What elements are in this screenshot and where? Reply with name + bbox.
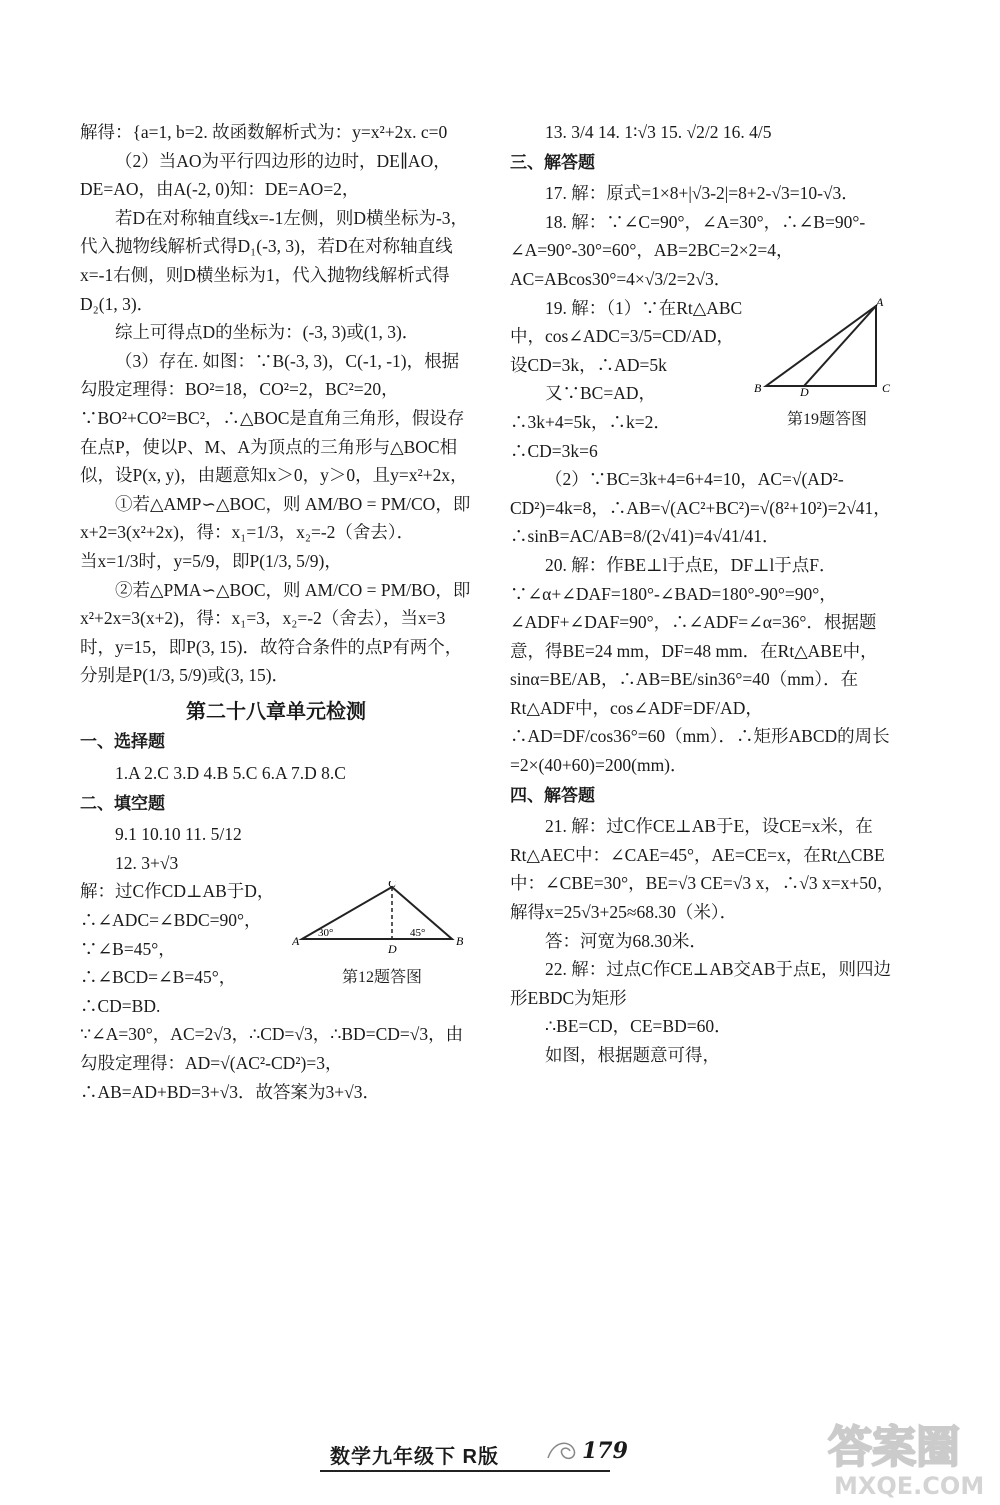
text-solve-system: 解得：{a=1, b=2. 故函数解析式为：y=x²+2x. c=0 bbox=[80, 122, 448, 142]
figure-19 bbox=[752, 298, 902, 435]
fig12-label-a: A bbox=[292, 934, 300, 949]
figure-19-caption: 第19题答图 bbox=[786, 411, 867, 429]
figure-12-diagram bbox=[292, 881, 472, 953]
q13-16-answers: 13. 3/4 14. 1∶√3 15. √2/2 16. 4/5 bbox=[545, 122, 772, 142]
text-part3: （3）存在. 如图：∵B(-3, 3)，C(-1, -1)，根据勾股定理得：BO²=18，CO²=2，BC²=20，∵BO²+CO²=BC²，∴△BOC是直角三角形，假设存在点P，使以P、M、A为顶点的三角形与△BOC相似，设P(x, y)，由题意知x＞0，y＞0，且y=x²+2x， bbox=[80, 350, 468, 486]
choice-answers: 1.A 2.C 3.D 4.B 5.C 6.A 7.D 8.C bbox=[115, 763, 346, 784]
page-footer bbox=[330, 1432, 650, 1472]
q20-solution: 20. 解：作BE⊥l于点E，DF⊥l于点F．∵∠α+∠DAF=180°-∠BAD=180°-90°=90°，∠ADF+∠DAF=90°，∴∠ADF=∠α=36°．根据题意，得BE=24 mm，DF=48 mm．在Rt△ABE中，sinα=BE/AB，∴AB=BE/sin36°=40（mm）．在Rt△ADF中，cos∠ADF=DF/AD，∴AD=DF/cos36°=60（mm）．∴矩形ABCD的周长=2×(40+60)=200(mm)． bbox=[510, 554, 890, 776]
q17-solution: 17. 解：原式=1×8+|√3-2|=8+2-√3=10-√3． bbox=[545, 183, 859, 204]
fig12-label-b: B bbox=[456, 934, 464, 949]
q19-part1: 19. 解：（1）∵在Rt△ABC中，cos∠ADC=3/5=CD/AD，设CD=3k，∴AD=5k bbox=[510, 297, 743, 375]
q22-step: ∴BE=CD，CE=BD=60． bbox=[545, 1016, 732, 1037]
fig12-label-c: C bbox=[388, 881, 397, 891]
fig19-label-a: A bbox=[876, 297, 884, 309]
text-part2-cases: 若D在对称轴直线x=-1左侧，则D横坐标为-3，代入抛物线解析式得D₁(-3, 3)，若D在对称轴直线x=-1右侧，则D横坐标为1，代入抛物线解析式得D₂(1, 3)． bbox=[80, 207, 469, 314]
q22-solution: 22. 解：过点C作CE⊥AB交AB于点E，则四边形EBDC为矩形 bbox=[510, 959, 892, 1008]
chapter-title: 第二十八章单元检测 bbox=[186, 700, 366, 723]
text-part2-summary: 综上可得点D的坐标为：(-3, 3)或(1, 3)． bbox=[115, 322, 420, 343]
q18-solution: 18. 解：∵∠C=90°，∠A=30°，∴∠B=90°-∠A=90°-30°=60°，AB=2BC=2×2=4，AC=ABcos30°=4×√3/2=2√3． bbox=[510, 211, 866, 289]
footer-book-title: 数学九年级下 R版 bbox=[330, 1446, 499, 1468]
fig19-label-d: D bbox=[800, 384, 809, 396]
q12-answer: 12. 3+√3 bbox=[115, 852, 179, 873]
section-solve-4: 四、解答题 bbox=[510, 785, 595, 805]
section-choice: 一、选择题 bbox=[80, 732, 165, 752]
fill-answers: 9.1 10.10 11. 5/12 bbox=[115, 824, 242, 845]
q19-part1b: 又∵BC=AD，∴3k+4=5k，∴k=2．∴CD=3k=6 bbox=[510, 383, 671, 461]
figure-19-diagram bbox=[752, 298, 902, 396]
watermark-logo bbox=[820, 1410, 990, 1500]
section-fill: 二、填空题 bbox=[80, 793, 165, 813]
fig12-label-d: D bbox=[388, 942, 397, 954]
text-case1: ①若△AMP∽△BOC，则 AM/BO = PM/CO，即 bbox=[115, 493, 471, 514]
text-part2: （2）当AO为平行四边形的边时，DE∥AO，DE=AO，由A(-2, 0)知：DE=AO=2， bbox=[80, 150, 451, 200]
figure-12 bbox=[292, 881, 472, 992]
figure-12-caption: 第12题答图 bbox=[341, 969, 422, 987]
fig12-angle-a: 30° bbox=[318, 927, 334, 940]
q22-step2: 如图，根据题意可得， bbox=[545, 1045, 720, 1065]
fig12-angle-b: 45° bbox=[410, 927, 426, 940]
q21-answer: 答：河宽为68.30米． bbox=[545, 930, 707, 951]
text-case2-eq: x²+2x=3(x+2)，得：x₁=3，x₂=-2（舍去），当x=3时，y=15，即P(3, 15)．故符合条件的点P有两个，分别是P(1/3, 5/9)或(3, 15)． bbox=[80, 608, 463, 686]
text-case1-point: 当x=1/3时，y=5/9，即P(1/3, 5/9)， bbox=[80, 550, 342, 571]
swirl-ornament-icon bbox=[544, 1436, 584, 1466]
q12-solution: 解：过C作CD⊥AB于D，∴∠ADC=∠BDC=90°，∵∠B=45°，∴∠BCD=∠B=45°，∴CD=BD. bbox=[80, 881, 275, 1016]
page-number: 179 bbox=[582, 1438, 628, 1464]
text-case2: ②若△PMA∽△BOC，则 AM/CO = PM/BO，即 bbox=[115, 579, 471, 600]
right-column bbox=[510, 118, 902, 1070]
q12-solution-rest: ∵∠A=30°，AC=2√3，∴CD=√3，∴BD=CD=√3，由勾股定理得：AD=√(AC²-CD²)=3，∴AB=AD+BD=3+√3．故答案为3+√3． bbox=[80, 1024, 464, 1102]
q19-part2: （2）∵BC=3k+4=6+4=10，AC=√(AD²-CD²)=4k=8，∴AB=√(AC²+BC²)=√(8²+10²)=2√41，∴sinB=AC/AB=8/(2√41)=4√41/41． bbox=[510, 469, 891, 547]
text-case1-eq: x+2=3(x²+2x)，得：x₁=1/3，x₂=-2（舍去）． bbox=[80, 522, 415, 543]
watermark-text: 答案圈 bbox=[828, 1422, 960, 1473]
section-solve-3: 三、解答题 bbox=[510, 152, 595, 172]
left-column bbox=[80, 118, 472, 1106]
footer-rule bbox=[320, 1470, 610, 1472]
fig19-label-b: B bbox=[754, 380, 762, 395]
q21-solution: 21. 解：过C作CE⊥AB于E，设CE=x米，在Rt△AEC中：∠CAE=45°，AE=CE=x，在Rt△CBE中：∠CBE=30°，BE=√3 CE=√3 x，∴√3 x=x+50，解得x=25√3+25≈68.30（米）． bbox=[510, 816, 895, 923]
fig19-label-c: C bbox=[882, 380, 891, 395]
watermark-url: MXQE.COM bbox=[834, 1472, 985, 1500]
